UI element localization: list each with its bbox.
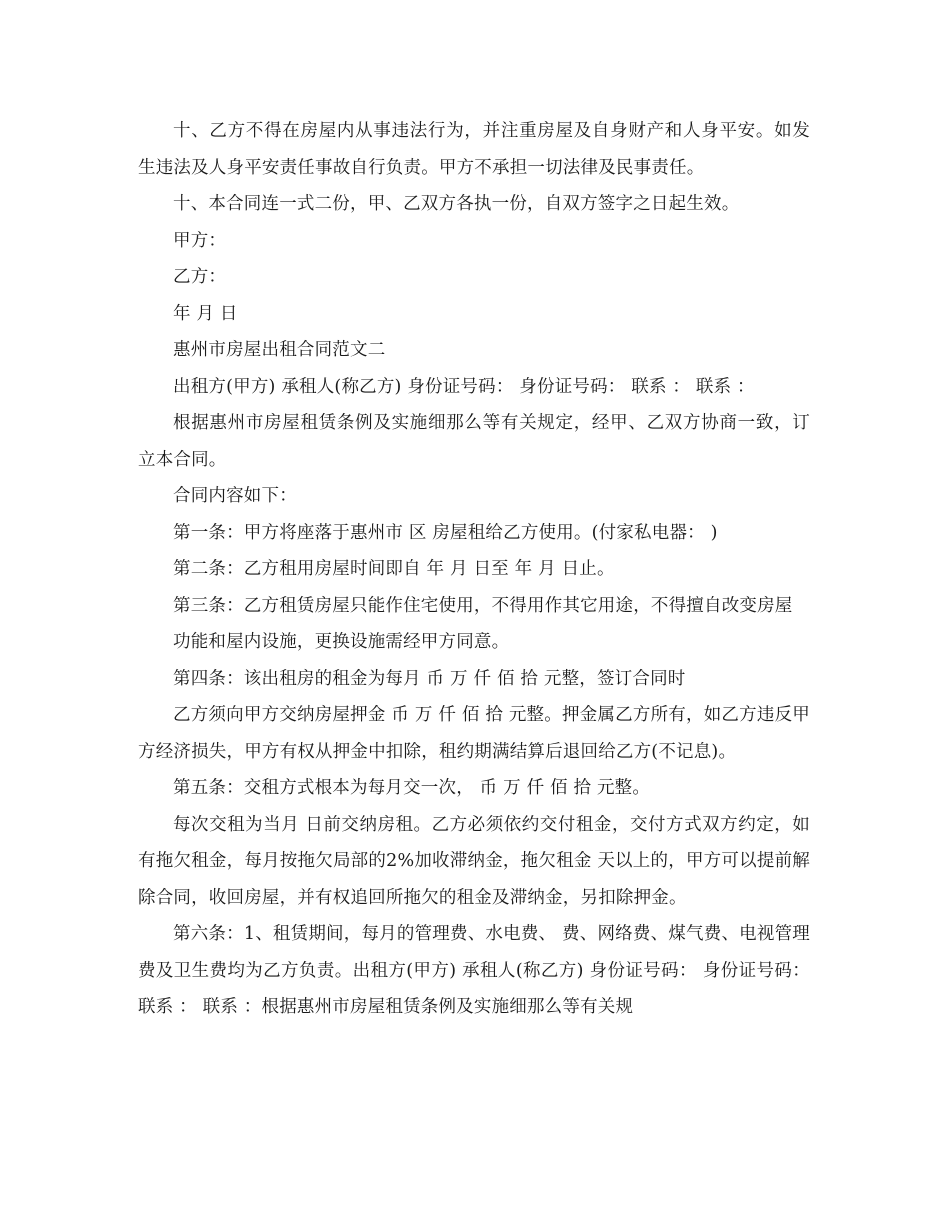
article-four-deposit: 乙方须向甲方交纳房屋押金 币 万 仟 佰 拾 元整。押金属乙方所有，如乙方违反甲方经济损失，甲方有权从押金中扣除，租约期满结算后退回给乙方(不记息)。 [138,705,810,762]
article-four: 第四条：该出租房的租金为每月 币 万 仟 佰 拾 元整，签订合同时 [173,668,686,689]
paragraph-clause-ten-copies: 十、本合同连一式二份，甲、乙双方各执一份，自双方签字之日起生效。 [173,194,740,214]
party-a-signature-line: 甲方： [173,230,227,251]
document-body [138,113,810,1026]
article-two: 第二条：乙方租用房屋时间即自 年 月 日至 年 月 日止。 [173,559,615,579]
paragraph-clause-ten-safety: 十、乙方不得在房屋内从事违法行为，并注重房屋及自身财产和人身平安。如发生违法及人身平安责任事故自行负责。甲方不承担一切法律及民事责任。 [138,121,810,178]
article-five: 第五条：交租方式根本为每月交一次， 币 万 仟 佰 拾 元整。 [173,778,651,798]
article-six: 第六条：1、租赁期间，每月的管理费、水电费、 费、网络费、煤气费、电视管理费及卫生费均为乙方负责。出租方(甲方) 承租人(称乙方) 身份证号码： 身份证号码： 联系 ： 联系 ：根据惠州市房屋租赁条例及实施细那么等有关规 [138,924,810,1017]
article-five-payment: 每次交租为当月 日前交纳房租。乙方必须依约交付租金，交付方式双方约定，如有拖欠租金，每月按拖欠局部的2%加收滞纳金，拖欠租金 天以上的，甲方可以提前解除合同，收回房屋，并有权追回所拖欠的租金及滞纳金，另扣除押金。 [138,814,810,908]
paragraph-contents-heading: 合同内容如下： [173,486,297,506]
article-three-continued: 功能和屋内设施，更换设施需经甲方同意。 [173,632,510,652]
parties-info: 出租方(甲方) 承租人(称乙方) 身份证号码： 身份证号码： 联系 ： 联系 ： [173,376,755,397]
date-line: 年 月 日 [173,303,238,324]
party-b-signature-line: 乙方： [173,267,227,287]
section-title: 惠州市房屋出租合同范文二 [173,340,386,360]
article-one: 第一条：甲方将座落于惠州市 区 房屋租给乙方使用。(付家私电器： ) [173,522,718,543]
article-three: 第三条：乙方租赁房屋只能作住宅使用，不得用作其它用途，不得擅自改变房屋 [173,595,793,616]
paragraph-preamble: 根据惠州市房屋租赁条例及实施细那么等有关规定，经甲、乙双方协商一致，订立本合同。 [138,413,810,470]
